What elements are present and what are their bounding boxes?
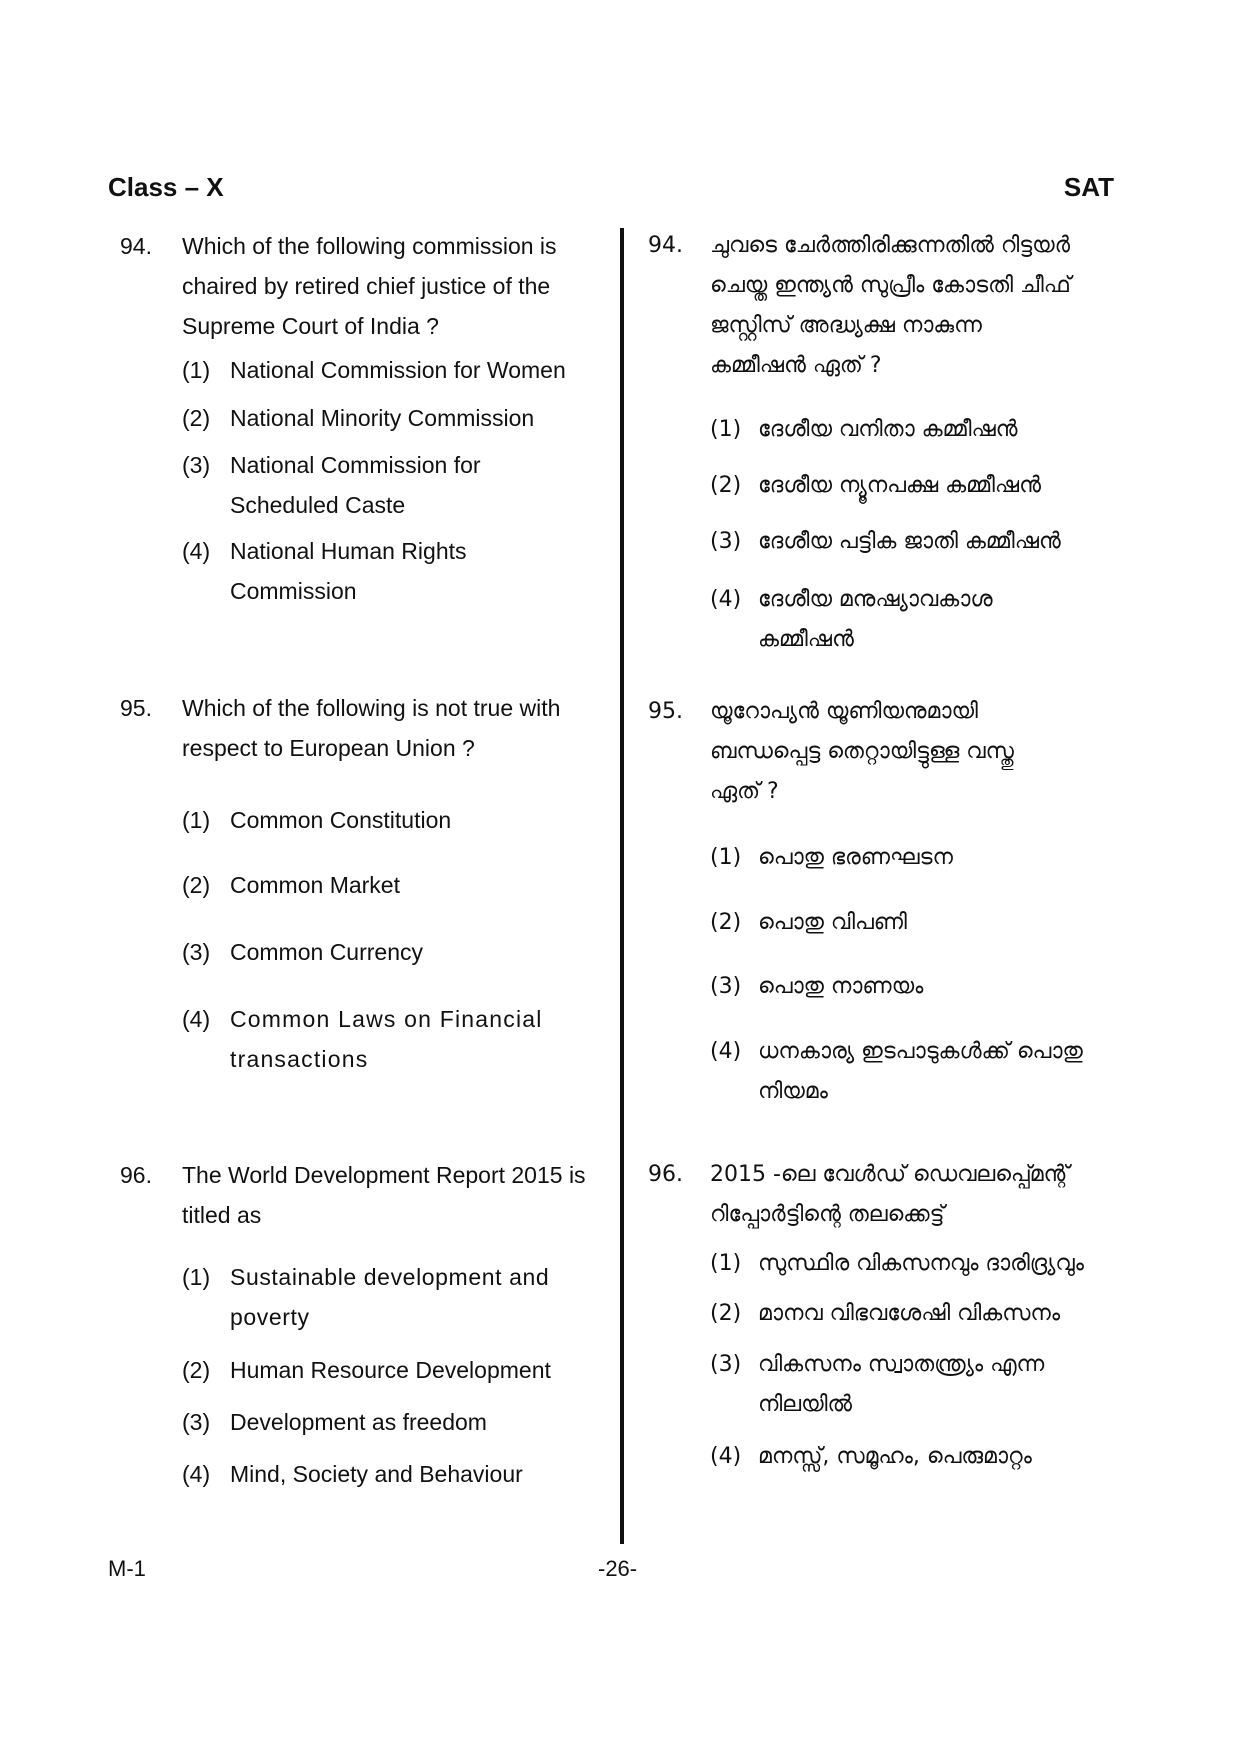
option-number: (1) [182,357,211,383]
option-number: (2) [182,405,211,431]
option-95-2-ml [710,903,1140,943]
option-text: പൊതു നാണയം [758,974,924,999]
option-text: ദേശീയ വനിതാ കമ്മീഷൻ [758,417,1018,442]
option-94-3-ml [710,522,1140,562]
option-number: (3) [182,939,211,965]
option-94-1-ml [710,410,1140,450]
option-number: (1) [710,1251,742,1276]
option-text: Human Resource Development [230,1357,551,1383]
option-number: (3) [182,1409,211,1435]
question-95-ml [648,692,1138,812]
option-94-2-ml [710,466,1140,506]
option-96-2-en [182,1350,596,1390]
question-number: 96. [648,1162,683,1187]
option-text: Common Constitution [230,807,452,833]
option-number: (2) [182,872,211,898]
question-text: Which of the following is not true with respect to European Union ? [182,695,561,761]
option-number: (2) [710,1301,742,1326]
option-text: ദേശീയ ന്യൂനപക്ഷ കമ്മീഷൻ [758,473,1041,498]
option-number: (4) [710,587,742,612]
option-text: മാനവ വിഭവശേഷി വികസനം [758,1301,1061,1326]
option-text: മനസ്സ്, സമൂഹം, പെരുമാറ്റം [758,1444,1032,1469]
option-number: (2) [710,473,742,498]
option-text: വികസനം സ്വാതന്ത്ര്യം എന്ന നിലയിൽ [758,1352,1045,1417]
option-96-4-ml [710,1437,1140,1477]
option-text: National Commission for Scheduled Caste [230,452,481,518]
option-95-1-ml [710,838,1140,878]
question-95-en [120,688,590,768]
page-number: -26- [598,1556,638,1581]
option-text: Common Laws on Financial transactions [230,1006,543,1072]
option-text: പൊതു വിപണി [758,910,907,935]
option-text: National Commission for Women [230,357,566,383]
option-text: National Human Rights Commission [230,538,467,604]
question-94-en [120,226,590,346]
option-94-3-en [182,445,596,525]
option-number: (1) [710,845,742,870]
option-text: Common Currency [230,939,423,965]
option-number: (4) [182,1006,211,1032]
option-96-3-en [182,1402,596,1442]
option-96-1-en [182,1257,596,1337]
option-95-4-ml [710,1032,1140,1112]
option-number: (3) [710,1352,742,1377]
question-text: ചുവടെ ചേർത്തിരിക്കുന്നതിൽ റിട്ടയർ ചെയ്ത ഇന്ത്യൻ സുപ്രീം കോടതി ചീഫ് ജസ്റ്റിസ് അദ്ധ്യക്ഷ നാകുന്ന കമ്മീഷൻ ഏത് ? [710,233,1071,378]
option-95-3-ml [710,967,1140,1007]
question-number: 94. [648,233,683,258]
question-96-ml [648,1155,1138,1235]
exam-label: SAT [1063,172,1114,202]
question-text: The World Development Report 2015 is titled as [182,1162,586,1228]
option-text: Mind, Society and Behaviour [230,1461,523,1487]
option-95-4-en [182,999,596,1079]
option-number: (4) [710,1039,742,1064]
option-text: ധനകാര്യ ഇടപാടുകൾക്ക് പൊതു നിയമം [758,1039,1083,1104]
question-number: 96. [120,1162,152,1188]
option-96-3-ml [710,1345,1140,1425]
class-label: Class – X [108,172,224,202]
option-96-4-en [182,1454,596,1494]
option-text: National Minority Commission [230,405,535,431]
question-text: യൂറോപ്യൻ യൂണിയനുമായി ബന്ധപ്പെട്ട തെറ്റായിട്ടുള്ള വസ്തു ഏത് ? [710,699,1014,804]
option-number: (3) [710,974,742,999]
footer-code: M-1 [108,1556,146,1581]
option-text: ദേശീയ മനുഷ്യാവകാശ കമ്മീഷൻ [758,587,993,652]
option-number: (4) [182,1461,211,1487]
option-95-2-en [182,865,596,905]
option-number: (4) [182,538,211,564]
question-text: 2015 -ലെ വേൾഡ് ഡെവലപ്പ്മെന്റ് റിപ്പോർട്ടിന്റെ തലക്കെട്ട് [710,1162,1070,1227]
question-number: 94. [120,233,152,259]
question-94-ml [648,226,1138,386]
option-96-2-ml [710,1294,1140,1334]
question-96-en [120,1155,590,1235]
option-text: ദേശീയ പട്ടിക ജാതി കമ്മീഷൻ [758,529,1061,554]
option-95-1-en [182,800,596,840]
option-number: (2) [710,910,742,935]
option-text: Development as freedom [230,1409,487,1435]
option-95-3-en [182,932,596,972]
column-divider [620,228,624,1544]
option-number: (1) [182,1264,211,1290]
option-number: (2) [182,1357,211,1383]
option-number: (1) [710,417,742,442]
option-94-2-en [182,398,596,438]
option-text: Sustainable development and poverty [230,1264,550,1330]
option-94-4-en [182,531,596,611]
option-number: (1) [182,807,211,833]
option-number: (3) [710,529,742,554]
option-96-1-ml [710,1244,1140,1284]
option-number: (4) [710,1444,742,1469]
option-94-1-en [182,350,596,390]
option-text: സുസ്ഥിര വികസനവും ദാരിദ്ര്യവും [758,1251,1084,1276]
option-94-4-ml [710,580,1140,660]
question-text: Which of the following commission is chaired by retired chief justice of the Supreme Court of India ? [182,233,557,339]
question-number: 95. [120,695,152,721]
option-text: Common Market [230,872,400,898]
option-number: (3) [182,452,211,478]
option-text: പൊതു ഭരണഘടന [758,845,953,870]
question-number: 95. [648,699,683,724]
